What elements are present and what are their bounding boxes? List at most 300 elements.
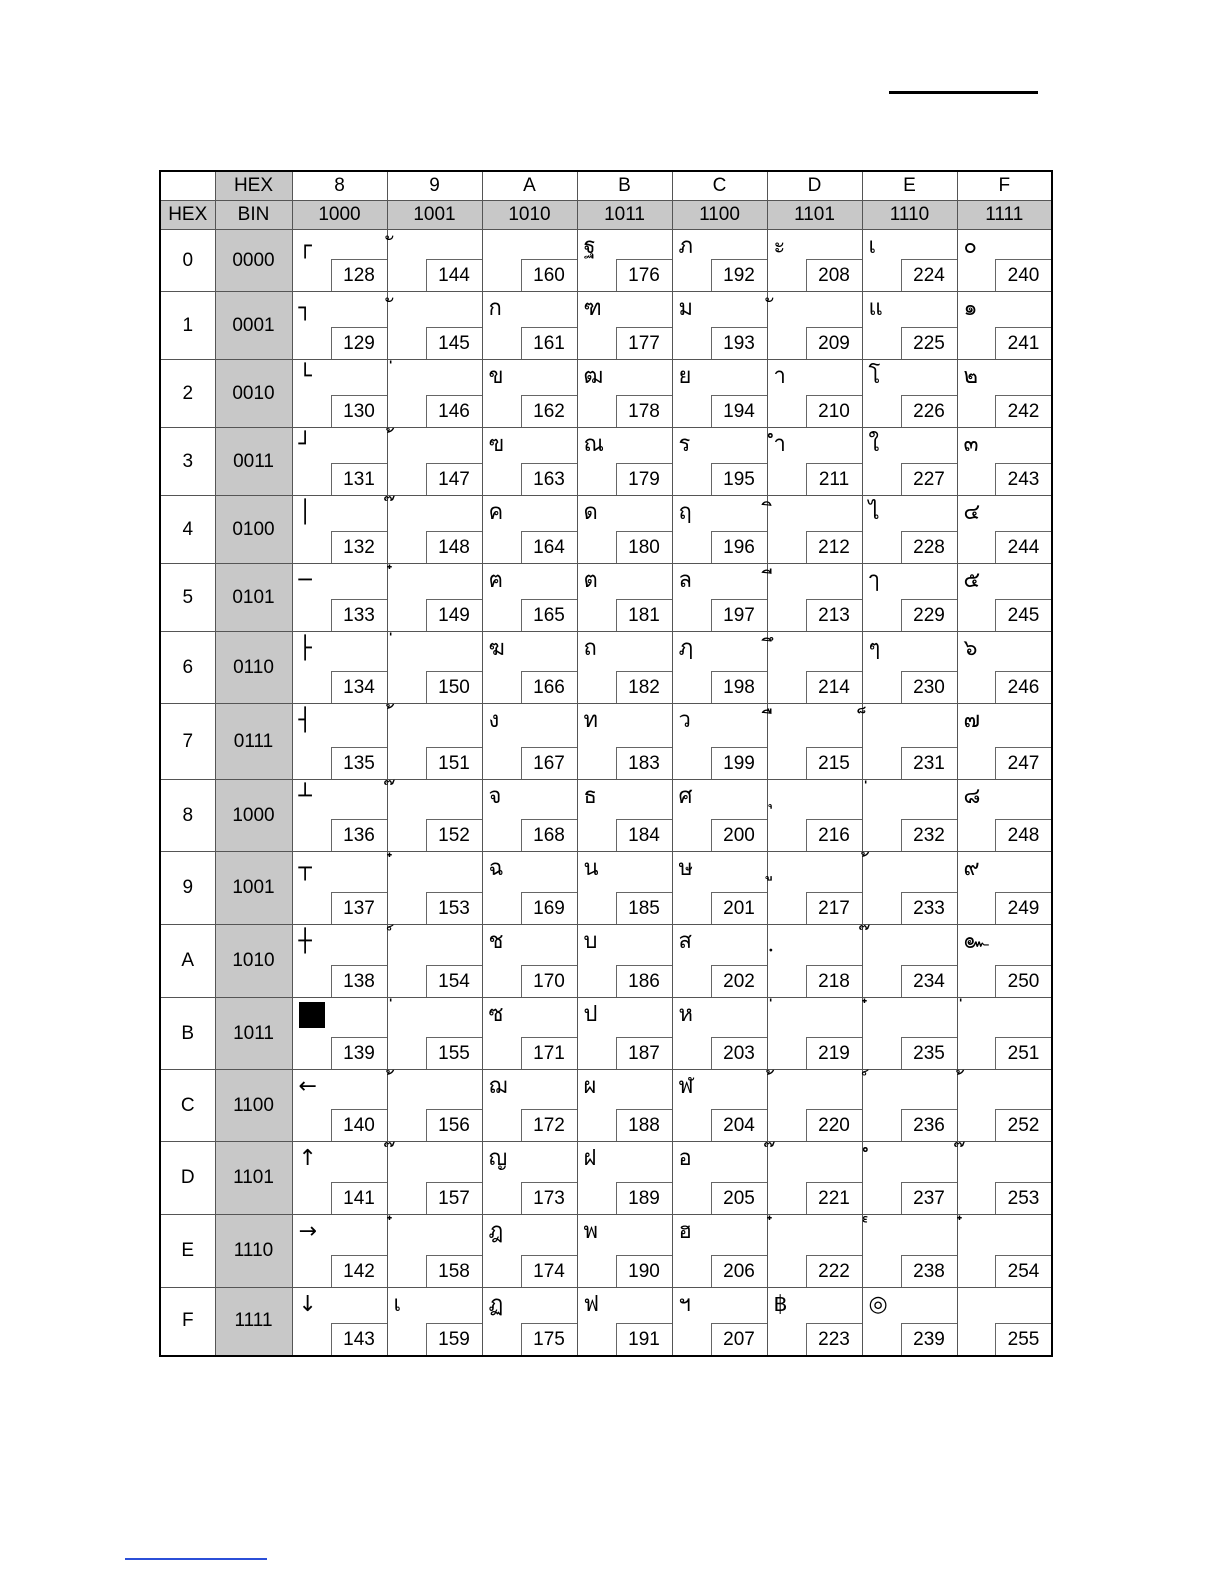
char-glyph: ณ xyxy=(583,432,604,457)
char-decimal-code: 188 xyxy=(616,1109,672,1141)
char-cell xyxy=(767,925,862,998)
char-decimal-code: 180 xyxy=(616,531,672,563)
char-cell xyxy=(482,292,577,360)
char-glyph: ช xyxy=(488,929,504,954)
row-hex-value: 9 xyxy=(160,852,215,925)
char-glyph: ซ xyxy=(488,1002,504,1027)
char-cell xyxy=(387,360,482,428)
char-decimal-code: 183 xyxy=(616,747,672,779)
char-glyph: ฃ xyxy=(488,432,505,457)
char-glyph: เ xyxy=(393,1292,402,1317)
char-decimal-code: 134 xyxy=(331,671,387,703)
row-hex-value: 8 xyxy=(160,780,215,852)
row-hex-value: 1 xyxy=(160,292,215,360)
char-decimal-code: 233 xyxy=(901,892,957,924)
char-cell xyxy=(672,292,767,360)
char-cell xyxy=(482,1215,577,1288)
char-glyph: ๐ xyxy=(963,234,977,259)
char-cell xyxy=(672,780,767,852)
char-decimal-code: 195 xyxy=(711,463,767,495)
char-cell xyxy=(767,998,862,1070)
char-cell xyxy=(862,360,957,428)
char-decimal-code: 205 xyxy=(711,1182,767,1214)
char-decimal-code: 149 xyxy=(426,599,482,631)
char-glyph: ┤ xyxy=(298,708,312,733)
column-bin-header: 1110 xyxy=(862,201,957,230)
char-decimal-code: 186 xyxy=(616,965,672,997)
char-cell xyxy=(292,292,387,360)
char-glyph: ฌ xyxy=(488,1074,508,1099)
char-glyph: ┼ xyxy=(298,929,312,954)
corner-cell xyxy=(160,171,215,201)
row-bin-value: 1001 xyxy=(215,852,292,925)
top-rule xyxy=(889,91,1038,94)
header-bin-label: BIN xyxy=(215,201,292,230)
char-cell xyxy=(482,704,577,780)
char-decimal-code: 209 xyxy=(806,327,862,359)
char-decimal-code: 193 xyxy=(711,327,767,359)
row-bin-value: 1100 xyxy=(215,1070,292,1142)
char-cell xyxy=(482,1142,577,1215)
char-glyph: ฤ xyxy=(678,500,692,525)
char-glyph: ถ xyxy=(583,636,597,661)
char-cell xyxy=(862,230,957,292)
char-cell xyxy=(672,496,767,564)
solid-block-icon xyxy=(299,1002,325,1028)
char-decimal-code: 236 xyxy=(901,1109,957,1141)
char-cell xyxy=(672,998,767,1070)
char-cell xyxy=(577,496,672,564)
char-glyph: ข xyxy=(488,364,504,389)
char-decimal-code: 161 xyxy=(521,327,577,359)
char-cell xyxy=(957,1215,1052,1288)
char-cell xyxy=(387,1215,482,1288)
char-cell xyxy=(862,1142,957,1215)
column-bin-header: 1001 xyxy=(387,201,482,230)
row-hex-header: HEX xyxy=(160,201,215,230)
char-decimal-code: 179 xyxy=(616,463,672,495)
table-row xyxy=(160,632,1052,704)
char-cell xyxy=(862,1070,957,1142)
char-decimal-code: 216 xyxy=(806,819,862,851)
char-decimal-code: 210 xyxy=(806,395,862,427)
char-cell xyxy=(292,496,387,564)
char-decimal-code: 197 xyxy=(711,599,767,631)
char-decimal-code: 199 xyxy=(711,747,767,779)
char-decimal-code: 176 xyxy=(616,259,672,291)
char-cell xyxy=(292,852,387,925)
char-glyph: โ xyxy=(868,364,881,389)
char-decimal-code: 242 xyxy=(995,395,1051,427)
char-decimal-code: 211 xyxy=(806,463,862,495)
char-decimal-code: 132 xyxy=(331,531,387,563)
char-glyph: ๕ xyxy=(963,568,981,593)
char-cell xyxy=(957,428,1052,496)
char-cell xyxy=(957,925,1052,998)
row-bin-value: 0110 xyxy=(215,632,292,704)
char-cell xyxy=(482,1288,577,1356)
char-glyph: ม xyxy=(678,296,694,321)
char-cell xyxy=(957,1070,1052,1142)
char-decimal-code: 137 xyxy=(331,892,387,924)
char-cell xyxy=(957,1142,1052,1215)
column-hex-header: F xyxy=(957,171,1052,201)
char-cell xyxy=(862,704,957,780)
char-decimal-code: 240 xyxy=(995,259,1051,291)
char-glyph: └ xyxy=(298,364,312,389)
char-decimal-code: 165 xyxy=(521,599,577,631)
char-decimal-code: 170 xyxy=(521,965,577,997)
row-bin-value: 1101 xyxy=(215,1142,292,1215)
char-glyph: ป xyxy=(583,1002,598,1027)
char-decimal-code: 136 xyxy=(331,819,387,851)
char-cell xyxy=(672,1142,767,1215)
char-cell xyxy=(672,1070,767,1142)
column-bin-header: 1100 xyxy=(672,201,767,230)
char-decimal-code: 213 xyxy=(806,599,862,631)
char-cell xyxy=(767,704,862,780)
char-glyph: ↓ xyxy=(298,1292,317,1317)
char-glyph: ฅ xyxy=(488,568,504,593)
char-cell xyxy=(387,925,482,998)
char-glyph: ย xyxy=(678,364,692,389)
row-hex-value: B xyxy=(160,998,215,1070)
char-decimal-code: 235 xyxy=(901,1037,957,1069)
table-row xyxy=(160,428,1052,496)
char-glyph: │ xyxy=(298,500,312,525)
char-glyph: ฮ xyxy=(678,1219,692,1244)
char-decimal-code: 196 xyxy=(711,531,767,563)
char-decimal-code: 231 xyxy=(901,747,957,779)
char-glyph: อ xyxy=(678,1146,692,1171)
column-hex-header: D xyxy=(767,171,862,201)
char-glyph: แ xyxy=(868,296,883,321)
char-glyph: ร xyxy=(678,432,691,457)
row-hex-value: 6 xyxy=(160,632,215,704)
char-decimal-code: 169 xyxy=(521,892,577,924)
char-glyph: ฐ xyxy=(583,234,596,259)
char-cell xyxy=(767,360,862,428)
table-row xyxy=(160,230,1052,292)
char-cell xyxy=(862,496,957,564)
table-row xyxy=(160,564,1052,632)
char-decimal-code: 207 xyxy=(711,1323,767,1355)
char-decimal-code: 140 xyxy=(331,1109,387,1141)
char-cell xyxy=(862,852,957,925)
char-cell xyxy=(767,230,862,292)
char-cell xyxy=(767,428,862,496)
char-decimal-code: 168 xyxy=(521,819,577,851)
char-decimal-code: 194 xyxy=(711,395,767,427)
char-glyph: ญ xyxy=(488,1146,508,1171)
char-glyph: ต xyxy=(583,568,598,593)
char-glyph: ฬ xyxy=(678,1074,694,1099)
char-glyph: ฏ xyxy=(488,1292,504,1317)
char-decimal-code: 222 xyxy=(806,1255,862,1287)
char-glyph: พ xyxy=(583,1219,599,1244)
char-cell xyxy=(767,1142,862,1215)
char-decimal-code: 202 xyxy=(711,965,767,997)
char-glyph: ผ xyxy=(583,1074,597,1099)
row-hex-value: A xyxy=(160,925,215,998)
char-glyph: ำ xyxy=(773,432,786,457)
char-decimal-code: 156 xyxy=(426,1109,482,1141)
char-cell xyxy=(387,780,482,852)
char-cell xyxy=(292,704,387,780)
char-decimal-code: 177 xyxy=(616,327,672,359)
row-bin-value: 0100 xyxy=(215,496,292,564)
row-hex-value: 3 xyxy=(160,428,215,496)
char-cell xyxy=(482,428,577,496)
char-decimal-code: 175 xyxy=(521,1323,577,1355)
char-cell xyxy=(292,1142,387,1215)
column-bin-header: 1011 xyxy=(577,201,672,230)
char-cell xyxy=(672,852,767,925)
char-cell xyxy=(387,998,482,1070)
char-glyph: ๙ xyxy=(963,856,980,881)
char-cell xyxy=(577,852,672,925)
char-cell xyxy=(672,360,767,428)
char-glyph: ฝ xyxy=(583,1146,597,1171)
char-glyph: ๖ xyxy=(963,636,978,661)
char-cell xyxy=(767,292,862,360)
char-glyph: ศ xyxy=(678,784,693,809)
char-decimal-code: 130 xyxy=(331,395,387,427)
char-glyph: ๘ xyxy=(963,784,981,809)
char-cell xyxy=(672,230,767,292)
char-decimal-code: 232 xyxy=(901,819,957,851)
table-row xyxy=(160,496,1052,564)
char-decimal-code: 181 xyxy=(616,599,672,631)
char-cell xyxy=(957,1288,1052,1356)
char-glyph: ธ xyxy=(583,784,597,809)
row-bin-value: 1011 xyxy=(215,998,292,1070)
char-glyph: ฎ xyxy=(488,1219,504,1244)
char-glyph: ค xyxy=(488,500,504,525)
table-row xyxy=(160,998,1052,1070)
table-row xyxy=(160,1288,1052,1356)
char-decimal-code: 178 xyxy=(616,395,672,427)
char-cell xyxy=(957,704,1052,780)
char-decimal-code: 171 xyxy=(521,1037,577,1069)
char-glyph: ๅ xyxy=(868,568,880,593)
char-decimal-code: 248 xyxy=(995,819,1051,851)
column-hex-header: 9 xyxy=(387,171,482,201)
char-decimal-code: 234 xyxy=(901,965,957,997)
char-decimal-code: 159 xyxy=(426,1323,482,1355)
char-decimal-code: 251 xyxy=(995,1037,1051,1069)
char-cell xyxy=(672,1288,767,1356)
column-bin-header: 1000 xyxy=(292,201,387,230)
char-cell xyxy=(577,1215,672,1288)
char-cell xyxy=(387,230,482,292)
char-decimal-code: 204 xyxy=(711,1109,767,1141)
char-glyph: ภ xyxy=(678,234,694,259)
char-decimal-code: 174 xyxy=(521,1255,577,1287)
char-decimal-code: 157 xyxy=(426,1182,482,1214)
char-glyph: ↑ xyxy=(298,1146,317,1171)
char-cell xyxy=(482,852,577,925)
char-decimal-code: 228 xyxy=(901,531,957,563)
code-page-table xyxy=(159,170,1053,1357)
char-decimal-code: 182 xyxy=(616,671,672,703)
char-glyph: ๓ xyxy=(963,432,979,457)
char-decimal-code: 158 xyxy=(426,1255,482,1287)
char-cell xyxy=(862,1288,957,1356)
char-decimal-code: 250 xyxy=(995,965,1051,997)
char-decimal-code: 230 xyxy=(901,671,957,703)
char-decimal-code: 220 xyxy=(806,1109,862,1141)
char-cell xyxy=(767,852,862,925)
table-row xyxy=(160,1142,1052,1215)
char-decimal-code: 144 xyxy=(426,259,482,291)
char-decimal-code: 155 xyxy=(426,1037,482,1069)
char-decimal-code: 247 xyxy=(995,747,1051,779)
char-glyph: ด xyxy=(583,500,598,525)
char-cell xyxy=(577,632,672,704)
char-decimal-code: 239 xyxy=(901,1323,957,1355)
char-decimal-code: 198 xyxy=(711,671,767,703)
char-cell xyxy=(957,632,1052,704)
char-decimal-code: 218 xyxy=(806,965,862,997)
char-glyph: ๑ xyxy=(963,296,978,321)
char-cell xyxy=(292,1288,387,1356)
char-cell xyxy=(862,925,957,998)
char-decimal-code: 153 xyxy=(426,892,482,924)
char-decimal-code: 244 xyxy=(995,531,1051,563)
char-decimal-code: 129 xyxy=(331,327,387,359)
char-glyph: ┬ xyxy=(298,856,312,881)
char-decimal-code: 142 xyxy=(331,1255,387,1287)
char-cell xyxy=(862,998,957,1070)
char-glyph: ไ xyxy=(868,500,880,525)
char-decimal-code: 219 xyxy=(806,1037,862,1069)
char-glyph: ๒ xyxy=(963,364,979,389)
char-decimal-code: 206 xyxy=(711,1255,767,1287)
char-cell xyxy=(862,1215,957,1288)
char-decimal-code: 221 xyxy=(806,1182,862,1214)
char-glyph: ┌ xyxy=(298,234,312,259)
char-glyph: ล xyxy=(678,568,692,593)
row-hex-value: 4 xyxy=(160,496,215,564)
column-hex-header: B xyxy=(577,171,672,201)
char-cell xyxy=(767,632,862,704)
char-cell xyxy=(387,704,482,780)
table-row xyxy=(160,360,1052,428)
char-decimal-code: 224 xyxy=(901,259,957,291)
char-glyph: ง xyxy=(488,708,500,733)
char-decimal-code: 135 xyxy=(331,747,387,779)
column-hex-header: C xyxy=(672,171,767,201)
row-bin-value: 0000 xyxy=(215,230,292,292)
char-decimal-code: 217 xyxy=(806,892,862,924)
char-decimal-code: 253 xyxy=(995,1182,1051,1214)
char-decimal-code: 145 xyxy=(426,327,482,359)
char-decimal-code: 185 xyxy=(616,892,672,924)
row-hex-value: 7 xyxy=(160,704,215,780)
char-decimal-code: 255 xyxy=(995,1323,1051,1355)
char-decimal-code: 227 xyxy=(901,463,957,495)
char-decimal-code: 241 xyxy=(995,327,1051,359)
row-bin-value: 0011 xyxy=(215,428,292,496)
char-cell xyxy=(292,1215,387,1288)
char-cell xyxy=(957,230,1052,292)
header-row-hex xyxy=(160,171,1052,201)
char-decimal-code: 191 xyxy=(616,1323,672,1355)
char-glyph: ┐ xyxy=(298,296,312,321)
char-cell xyxy=(957,360,1052,428)
char-glyph: ─ xyxy=(298,568,312,593)
table-row xyxy=(160,1070,1052,1142)
char-cell xyxy=(767,1215,862,1288)
char-cell xyxy=(862,564,957,632)
char-decimal-code: 147 xyxy=(426,463,482,495)
char-glyph: เ xyxy=(868,234,877,259)
column-hex-header: 8 xyxy=(292,171,387,201)
char-decimal-code: 252 xyxy=(995,1109,1051,1141)
char-cell xyxy=(482,780,577,852)
char-cell xyxy=(577,1288,672,1356)
char-decimal-code: 238 xyxy=(901,1255,957,1287)
char-decimal-code: 245 xyxy=(995,599,1051,631)
char-decimal-code: 131 xyxy=(331,463,387,495)
row-hex-value: 2 xyxy=(160,360,215,428)
char-cell xyxy=(672,632,767,704)
char-cell xyxy=(387,292,482,360)
char-cell xyxy=(292,780,387,852)
char-decimal-code: 148 xyxy=(426,531,482,563)
char-cell xyxy=(767,1070,862,1142)
char-decimal-code: 212 xyxy=(806,531,862,563)
char-decimal-code: 200 xyxy=(711,819,767,851)
char-cell xyxy=(292,925,387,998)
char-decimal-code: 254 xyxy=(995,1255,1051,1287)
char-cell xyxy=(482,360,577,428)
char-glyph: จ xyxy=(488,784,502,809)
char-glyph: ฟ xyxy=(583,1292,600,1317)
char-cell xyxy=(957,998,1052,1070)
char-decimal-code: 162 xyxy=(521,395,577,427)
column-hex-header: A xyxy=(482,171,577,201)
char-cell xyxy=(482,998,577,1070)
char-cell xyxy=(862,428,957,496)
char-cell xyxy=(767,564,862,632)
char-glyph: ├ xyxy=(298,636,312,661)
char-glyph: ◎ xyxy=(868,1292,888,1317)
column-hex-header: E xyxy=(862,171,957,201)
char-glyph: น xyxy=(583,856,599,881)
char-cell xyxy=(292,564,387,632)
char-glyph: ษ xyxy=(678,856,694,881)
char-cell xyxy=(577,1070,672,1142)
char-glyph: ใ xyxy=(868,432,880,457)
char-decimal-code: 208 xyxy=(806,259,862,291)
row-bin-value: 0111 xyxy=(215,704,292,780)
char-decimal-code: 184 xyxy=(616,819,672,851)
char-glyph xyxy=(299,1002,325,1035)
char-cell xyxy=(292,428,387,496)
char-glyph: ท xyxy=(583,708,599,733)
char-cell xyxy=(767,780,862,852)
row-hex-value: C xyxy=(160,1070,215,1142)
row-bin-value: 0010 xyxy=(215,360,292,428)
char-cell xyxy=(577,428,672,496)
char-decimal-code: 214 xyxy=(806,671,862,703)
char-decimal-code: 223 xyxy=(806,1323,862,1355)
char-decimal-code: 226 xyxy=(901,395,957,427)
char-glyph: ฒ xyxy=(583,364,604,389)
char-decimal-code: 172 xyxy=(521,1109,577,1141)
